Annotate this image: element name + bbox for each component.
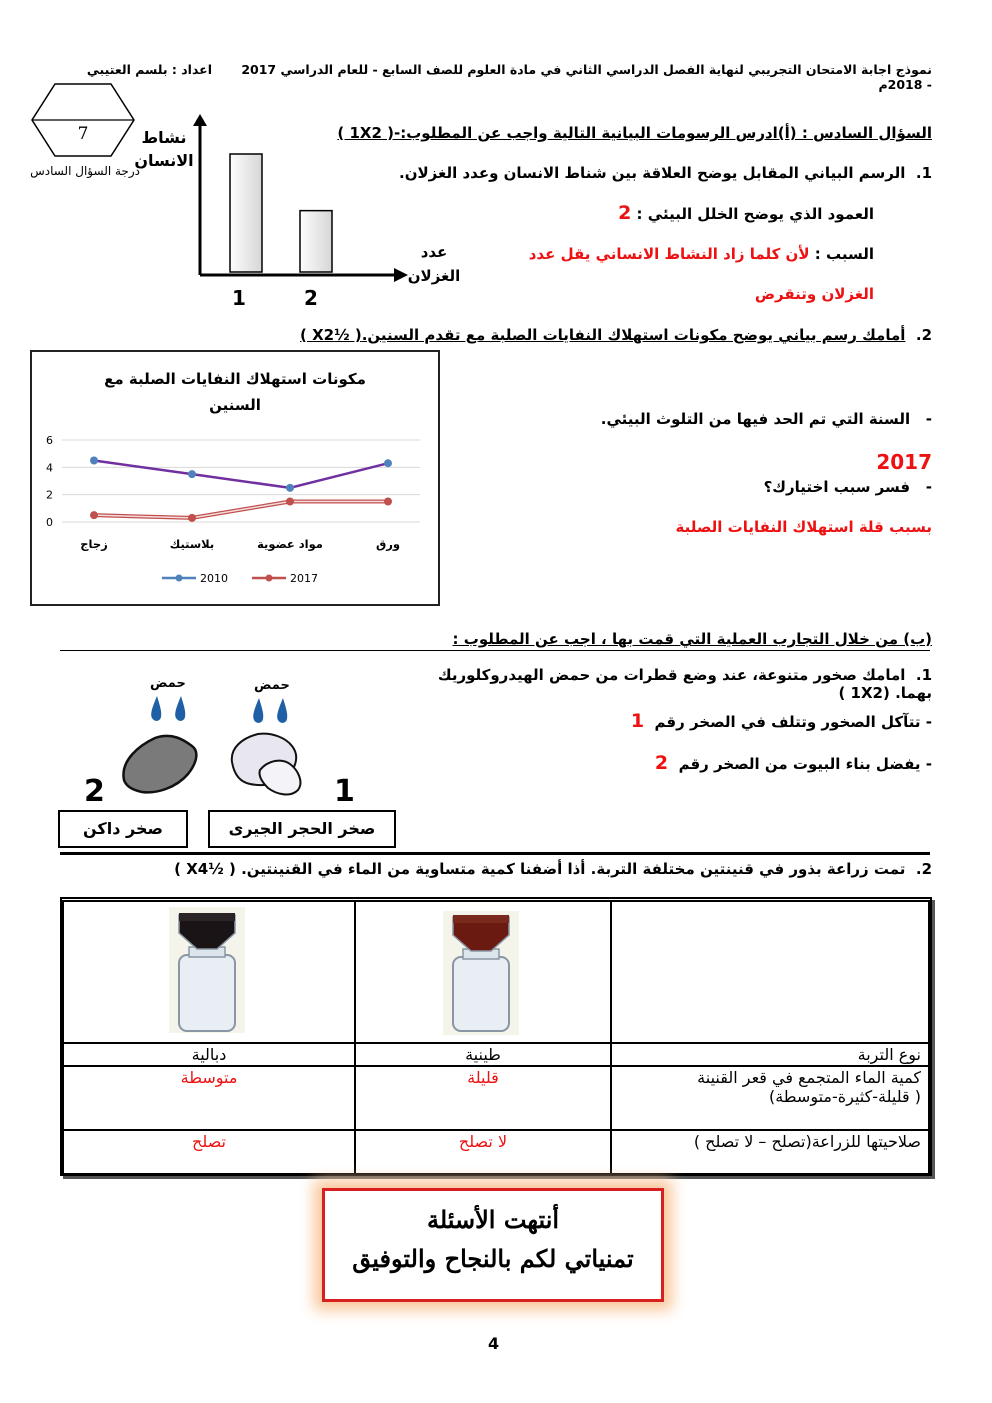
row-water-label: كمية الماء المتجمع في قعر القنينة ( قليلة-كثيرة-متوسطة) (611, 1066, 929, 1130)
b-q1-sub1: تتآكل الصخور وتتلف في الصخر رقم (654, 713, 921, 731)
rock-2-name-box: صخر داكن (58, 810, 188, 848)
bullet: - (925, 410, 932, 428)
a-q2-row (292, 326, 932, 344)
closing-message-box (322, 1188, 664, 1302)
acid-label-right: حمض (254, 678, 290, 693)
score-caption: درجة السؤال السادس (30, 164, 140, 178)
data-point-2010 (90, 457, 98, 465)
series-line-2010 (94, 461, 388, 488)
b-q2-number: 2. (915, 860, 932, 878)
a-q1-reason-label: السبب : (814, 245, 874, 263)
acid-label-left: حمض (150, 676, 186, 691)
x-category-label: بلاستيك (169, 537, 215, 551)
suit-2: تصلح (63, 1130, 355, 1174)
a-q1-row (392, 164, 932, 182)
soil-2-name: دبالية (63, 1043, 355, 1066)
suit-1: لا تصلح (355, 1130, 611, 1174)
a-q2-text: أمامك رسم بياني يوضح مكونات استهلاك النفايات الصلبة مع تقدم السنين. (361, 326, 906, 344)
a-q1-column-row (454, 202, 874, 224)
soil-table (62, 900, 930, 1175)
activity-bar-1 (230, 154, 262, 272)
rock-1-name-box: صخر الحجر الجيرى (208, 810, 396, 848)
legend-marker-2010 (176, 575, 183, 582)
b-q1-marks: (1X2 ) (838, 684, 890, 702)
b-q2-row (132, 860, 932, 878)
activity-bar-2 (300, 211, 332, 272)
rock-1-number: 1 (334, 774, 355, 809)
empty-header-cell (611, 901, 929, 1043)
y-label-line2: الانسان (134, 151, 194, 170)
section-b-heading: (ب) من خلال التجارب العملية التي قمت بها ، اجب عن المطلوب : (452, 630, 932, 648)
bottle-cell-clay (355, 901, 611, 1043)
water-2: متوسطة (63, 1066, 355, 1130)
a-q2-marks: ( ½X2 ) (300, 326, 362, 344)
acid-drops-left-icon (151, 696, 185, 721)
y-tick-label: 2 (46, 488, 53, 502)
y-tick-label: 6 (46, 434, 53, 447)
bottle-cell-humus (63, 901, 355, 1043)
soil-1-name: طينية (355, 1043, 611, 1066)
b-q2-text: تمت زراعة بذور في قنينتين مختلفة التربة. أذا أضفنا كمية متساوية من الماء في القنينتين. (241, 860, 906, 878)
score-value: 7 (77, 124, 89, 144)
data-point-2010 (286, 484, 294, 492)
b-q1-sub1-answer: 1 (630, 710, 645, 732)
chart-plot-area (32, 352, 438, 604)
b-q1-text: امامك صخور متنوعة، عند وضع قطرات من حمض الهيدروكلوريك بهما. (437, 666, 932, 702)
a-q1-reason-row (454, 245, 874, 263)
legend-marker-2017 (266, 575, 273, 582)
b-q1-sub2-row (532, 752, 932, 774)
clay-bottle-icon (357, 903, 609, 1037)
bar-1-label: 1 (232, 286, 246, 310)
bar-chart-y-label (134, 126, 194, 172)
data-point-2017 (188, 514, 196, 522)
section-a-heading: السؤال السادس : (أ)ادرس الرسومات البيانية التالية واجب عن المطلوب:- (394, 124, 932, 142)
a-q2-sub1-row (512, 410, 932, 428)
section-b-divider (60, 650, 930, 651)
x-category-label: ورق (375, 537, 401, 551)
a-q1-column-label: العمود الذي يوضح الخلل البيئي : (636, 205, 874, 223)
acid-drops-right-icon (253, 698, 287, 723)
legend-label-2010: 2010 (200, 572, 228, 585)
a-q1-reason-answer-1: لأن كلما زاد النشاط الانساني يقل عدد (528, 245, 810, 263)
bullet: - (925, 713, 932, 731)
b-q1-row (412, 666, 932, 702)
activity-bar-chart (180, 112, 410, 312)
bullet: - (925, 755, 932, 773)
rock-2-number: 2 (84, 774, 105, 809)
b-q1-sub2-answer: 2 (654, 752, 669, 774)
waste-line-chart (30, 350, 440, 606)
closing-line-2: تمنياتي لكم بالنجاح والتوفيق (352, 1244, 634, 1273)
row-soil-type-label: نوع التربة (611, 1043, 929, 1066)
a-q1-column-answer: 2 (618, 202, 632, 224)
dark-rock-icon (123, 736, 196, 793)
section-a-marks: ( 1X2 ) (337, 124, 394, 142)
y-tick-label: 0 (46, 516, 53, 529)
a-q2-sub1: السنة التي تم الحد فيها من التلوث البيئي. (600, 410, 911, 428)
b-q1-sub2: يفضل بناء البيوت من الصخر رقم (678, 755, 921, 773)
x-category-label: زجاج (80, 537, 108, 551)
a-q2-sub2: فسر سبب اختيارك؟ (763, 478, 911, 496)
data-point-2017 (384, 498, 392, 506)
data-point-2017 (90, 511, 98, 519)
a-q1-reason-answer-2: الغزلان وتنقرض (754, 285, 874, 303)
b-q1-divider (60, 852, 930, 855)
bar-2-label: 2 (304, 286, 318, 310)
b-q2-marks: ( ½X4 ) (174, 860, 236, 878)
page-header-author: اعداد : بلسم العتيبي (86, 62, 212, 77)
x-label-line2: الغزلان (407, 267, 461, 285)
a-q2-sub1-answer: 2017 (876, 450, 932, 474)
a-q2-sub2-row (512, 478, 932, 496)
a-q2-sub2-answer: بسبب قلة استهلاك النفايات الصلبة (675, 518, 932, 536)
x-label-line1: عدد (420, 243, 448, 261)
row-suitability-label: صلاحيتها للزراعة(تصلح – لا تصلح ) (611, 1130, 929, 1174)
water-1: قليلة (355, 1066, 611, 1130)
chart-title: مكونات استهلاك النفايات الصلبة مع السنين (104, 370, 366, 414)
data-point-2010 (384, 459, 392, 467)
bullet: - (925, 478, 932, 496)
closing-line-1: أنتهت الأسئلة (426, 1205, 560, 1234)
humus-bottle-icon (65, 903, 353, 1037)
x-category-label: مواد عضوية (257, 537, 323, 551)
y-axis-arrow-icon (193, 114, 207, 126)
page-header-title: نموذج اجابة الامتحان التجريبي لنهاية الفصل الدراسي الثاني في مادة العلوم للصف السابع - للعام الدراسي 2017 - 2018م (241, 62, 932, 92)
data-point-2017 (286, 498, 294, 506)
a-q1-number: 1. (915, 164, 932, 182)
b-q1-sub1-row (532, 710, 932, 732)
page-number: 4 (488, 1334, 500, 1353)
b-q1-number: 1. (915, 666, 932, 684)
a-q2-number: 2. (915, 326, 932, 344)
a-q1-text: الرسم البياني المقابل يوضح العلاقة بين شناط الانسان وعدد الغزلان. (399, 164, 906, 182)
y-label-line1: نشاط (141, 128, 187, 147)
legend-label-2017: 2017 (290, 572, 318, 585)
data-point-2010 (188, 470, 196, 478)
y-tick-label: 4 (46, 461, 53, 475)
